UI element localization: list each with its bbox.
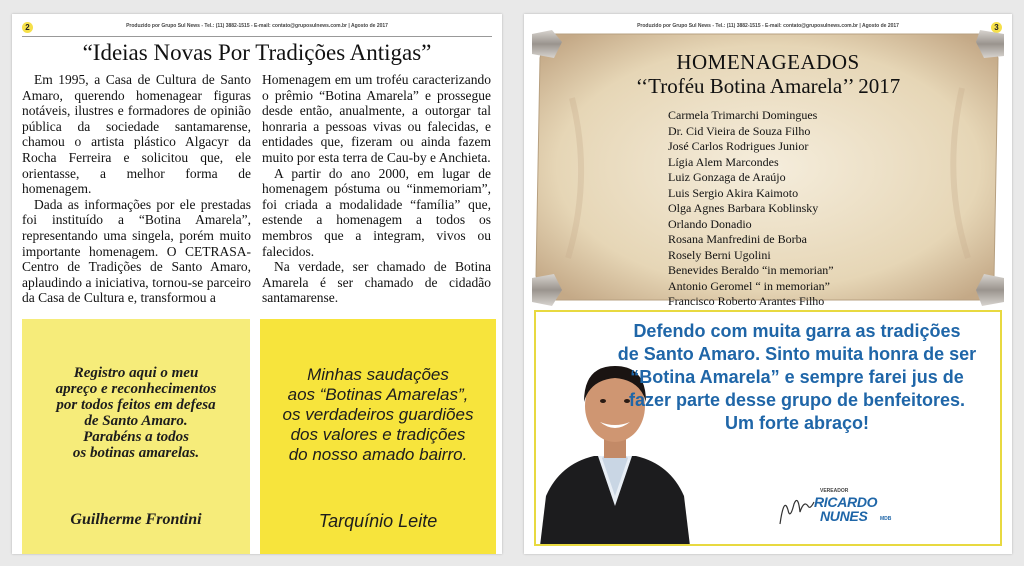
article-paragraph: Dada as informações por ele prestadas foi instituído a “Botina Amarela”, representando uma singela, porém muito importante homenagem. O CETRASA-Centro de Tradições de Santo Amaro, aplaudindo a iniciativa, tornou-se parceiro da Casa de Cultura e, transformou a: [22, 196, 251, 306]
ad-message-line: fazer parte desse grupo de benfeitores.: [628, 390, 966, 410]
ricardo-nunes-ad: [534, 310, 1002, 546]
page-number-badge: 3: [991, 22, 1002, 33]
ad-message-line: Defendo com muita garra as tradições: [633, 321, 961, 341]
quote-line: Parabéns a todos: [83, 429, 189, 445]
quote-text: [264, 365, 492, 465]
logo-title: VEREADOR: [820, 488, 849, 494]
quote-line: do nosso amado bairro.: [288, 445, 468, 464]
quote-box-frontini: [22, 319, 250, 554]
ad-message-line: Um forte abraço!: [724, 413, 870, 433]
quote-line: de Santo Amaro.: [84, 413, 188, 429]
ricardo-nunes-logo: [776, 486, 906, 536]
quote-line: aos “Botinas Amarelas”,: [287, 385, 469, 404]
quote-line: dos valores e tradições: [290, 425, 466, 444]
quote-signature: Guilherme Frontini: [70, 511, 202, 528]
left-page: [12, 14, 502, 554]
honoree-name: Luiz Gonzaga de Araújo: [668, 170, 786, 184]
page-header-left: [22, 22, 492, 37]
article-column-2: [262, 72, 491, 306]
article-column-1: [22, 72, 251, 306]
logo-party: MDB: [880, 516, 892, 522]
right-page: [524, 14, 1012, 554]
quote-line: Registro aqui o meu: [73, 365, 199, 381]
article-paragraph: Na verdade, ser chamado de Botina Amarela é ser chamado de cidadão santamarense.: [262, 259, 491, 306]
honoree-name: Luis Sergio Akira Kaimoto: [668, 185, 799, 200]
header-credits: Produzido por Grupo Sul News - Tel.: (11) 3882-1515 - E-mail: contato@gruposulnews.com.br | Agosto de 2017: [637, 23, 899, 29]
ad-message-line: “Botina Amarela” e sempre farei jus de: [630, 367, 964, 387]
handwritten-signature-icon: [776, 490, 816, 530]
quote-line: os botinas amarelas.: [72, 445, 200, 461]
honoree-name: Carmela Trimarchi Domingues: [668, 108, 818, 122]
honorees-heading: HOMENAGEADOS: [676, 50, 860, 74]
logo-first-name: RICARDO: [814, 494, 878, 510]
article-paragraph: Em 1995, a Casa de Cultura de Santo Amaro, querendo homenagear figuras notáveis, ilustres e formadores de opinião pública da sociedade santamarense, chamou o artista plástico Algacyr da Rocha Ferreira e solicitou que, ele orientasse, a melhor forma de homenagem.: [22, 72, 251, 197]
quote-line: apreço e reconhecimentos: [55, 381, 217, 397]
quote-line: por todos feitos em defesa: [56, 397, 216, 413]
honoree-name: Dr. Cid Vieira de Souza Filho: [668, 123, 811, 138]
quote-signature: Tarquínio Leite: [318, 511, 438, 531]
article-paragraph: A partir do ano 2000, em lugar de homenagem póstuma ou “inmemoriam”, foi criada a modalidade “família” que, estende a homenagem a todos os membros que a integram, vivos ou falecidos.: [262, 165, 491, 259]
quote-text: [28, 365, 244, 461]
article-paragraph: Homenagem em um troféu caracterizando o prêmio “Botina Amarela” e prossegue desde então, anualmente, a outorgar tal honraria a pessoas vivas ou falecidas, e entidades que, fizeram ou ainda fazem muito por esta terra de Cau-by e Anchieta.: [262, 72, 491, 165]
quote-box-tarquinio: [260, 319, 496, 554]
honoree-name: José Carlos Rodrigues Junior: [668, 139, 809, 153]
article-title: “Ideias Novas Por Tradições Antigas”: [82, 40, 432, 65]
page-number-badge: 2: [22, 22, 33, 33]
honorees-subheading: ‘‘Troféu Botina Amarela’’ 2017: [635, 74, 901, 98]
honoree-name: Olga Agnes Barbara Koblinsky: [668, 201, 819, 215]
logo-last-name: NUNES: [820, 508, 868, 524]
honoree-name: Antonio Geromel “ in memorian”: [668, 278, 830, 293]
quote-line: os verdadeiros guardiões: [282, 405, 474, 424]
quote-line: Minhas saudações: [307, 365, 449, 384]
honorees-scroll: [532, 28, 1004, 306]
honorees-list: [668, 108, 834, 310]
header-credits: Produzido por Grupo Sul News - Tel.: (11) 3882-1515 - E-mail: contato@gruposulnews.com.br | Agosto de 2017: [126, 23, 388, 29]
ad-message-line: de Santo Amaro. Sinto muita honra de ser: [617, 344, 977, 364]
honoree-name: Orlando Donadio: [668, 216, 752, 231]
honoree-name: Rosana Manfredini de Borba: [668, 232, 807, 246]
honoree-name: Rosely Berni Ugolini: [668, 247, 771, 262]
honoree-name: Benevides Beraldo “in memorian”: [668, 263, 834, 277]
honoree-name: Francisco Roberto Arantes Filho: [668, 294, 825, 308]
ad-message: [604, 320, 990, 435]
honoree-name: Lígia Alem Marcondes: [668, 154, 779, 169]
